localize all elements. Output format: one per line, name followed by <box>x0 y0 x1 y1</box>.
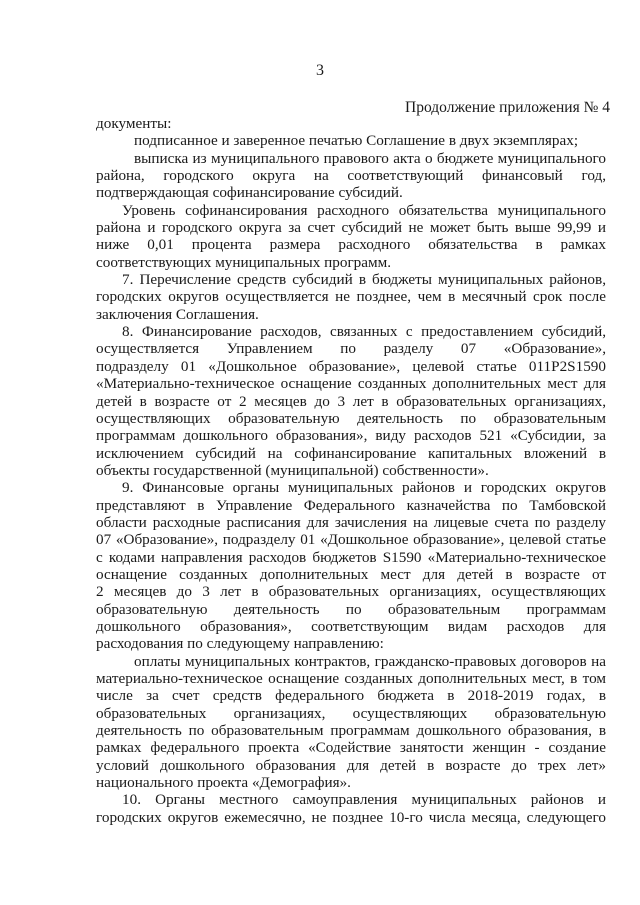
text-line: 2 месяцев до 3 лет в образовательных организациях, осуществляющих <box>96 583 606 601</box>
text-line: оснащение созданных дополнительных мест для детей в возрасте от <box>96 565 606 583</box>
document-body <box>96 115 606 826</box>
text-line: представляют в Управление Федерального казначейства по Тамбовской <box>96 496 606 514</box>
text-line: области расходные расписания для зачисления на лицевые счета по разделу <box>96 513 606 531</box>
text-line: 07 «Образование», подразделу 01 «Дошкольное образование», целевой статье <box>96 531 606 549</box>
text-line: объекты государственной (муниципальной) собственности». <box>96 461 489 479</box>
text-line: образовательную деятельность по образовательным программам <box>96 600 606 618</box>
text-line: 10. Органы местного самоуправления муниципальных районов и <box>122 791 606 809</box>
text-line: рамках федерального проекта «Содействие занятости женщин - создание <box>96 739 606 757</box>
text-line: ниже 0,01 процента размера расходного обязательства в рамках <box>96 236 606 254</box>
text-line: 8. Финансирование расходов, связанных с предоставлением субсидий, <box>122 323 606 341</box>
text-line: выписка из муниципального правового акта о бюджете муниципального <box>134 149 606 167</box>
text-line: с кодами направления расходов бюджетов S1590 «Материально-техническое <box>96 548 606 566</box>
text-line: городских округов осуществляется не позднее, чем в месячный срок после <box>96 288 606 306</box>
text-line: оплаты муниципальных контрактов, гражданско-правовых договоров на <box>134 652 606 670</box>
text-line: «Материально-техническое оснащение созданных дополнительных мест для <box>96 375 606 393</box>
text-line: национального проекта «Демография». <box>96 774 351 792</box>
text-line: условий дошкольного образования для детей в возрасте до трех лет» <box>96 756 606 774</box>
text-line: образовательных организациях, осуществляющих образовательную <box>96 704 606 722</box>
text-line: подтверждающая софинансирование субсидий. <box>96 184 403 202</box>
text-line: подписанное и заверенное печатью Соглашение в двух экземплярах; <box>134 132 579 150</box>
text-line: документы: <box>96 115 172 132</box>
text-line: исключением субсидий на софинансирование капитальных вложений в <box>96 444 606 462</box>
text-line: района и городского округа за счет субсидий не может быть выше 99,99 и <box>96 219 606 237</box>
text-line: осуществляется Управлением по разделу 07 «Образование», <box>96 340 606 358</box>
text-line: материально-техническое оснащение созданных дополнительных мест, в том <box>96 670 606 687</box>
text-line: соответствующих муниципальных программ. <box>96 253 392 271</box>
text-line: дошкольного образования», соответствующим видам расходов для <box>96 617 606 635</box>
text-line: осуществляющих образовательную деятельность по образовательным <box>96 409 606 427</box>
appendix-continuation-note: Продолжение приложения № 4 <box>405 99 610 116</box>
text-line: числе за счет средств федерального бюджета в 2018-2019 годах, в <box>96 687 606 705</box>
text-line: 9. Финансовые органы муниципальных районов и городских округов <box>122 479 606 497</box>
text-line: заключения Соглашения. <box>96 305 259 323</box>
text-line: деятельность по образовательным программам дошкольного образования, в <box>96 722 606 740</box>
text-line: расходования по следующему направлению: <box>96 635 384 653</box>
text-line: Уровень софинансирования расходного обязательства муниципального <box>122 201 606 219</box>
text-line: программам дошкольного образования», виду расходов 521 «Субсидии, за <box>96 427 606 445</box>
text-line: 7. Перечисление средств субсидий в бюджеты муниципальных районов, <box>122 271 606 289</box>
page-number: 3 <box>316 62 324 79</box>
text-line: подразделу 01 «Дошкольное образование», целевой статье 011P2S1590 <box>96 357 606 375</box>
text-line: детей в возрасте от 2 месяцев до 3 лет в образовательных организациях, <box>96 392 606 410</box>
text-line: городских округов ежемесячно, не позднее 10-го числа месяца, следующего <box>96 808 606 826</box>
text-line: района, городского округа на соответствующий финансовый год, <box>96 167 606 185</box>
